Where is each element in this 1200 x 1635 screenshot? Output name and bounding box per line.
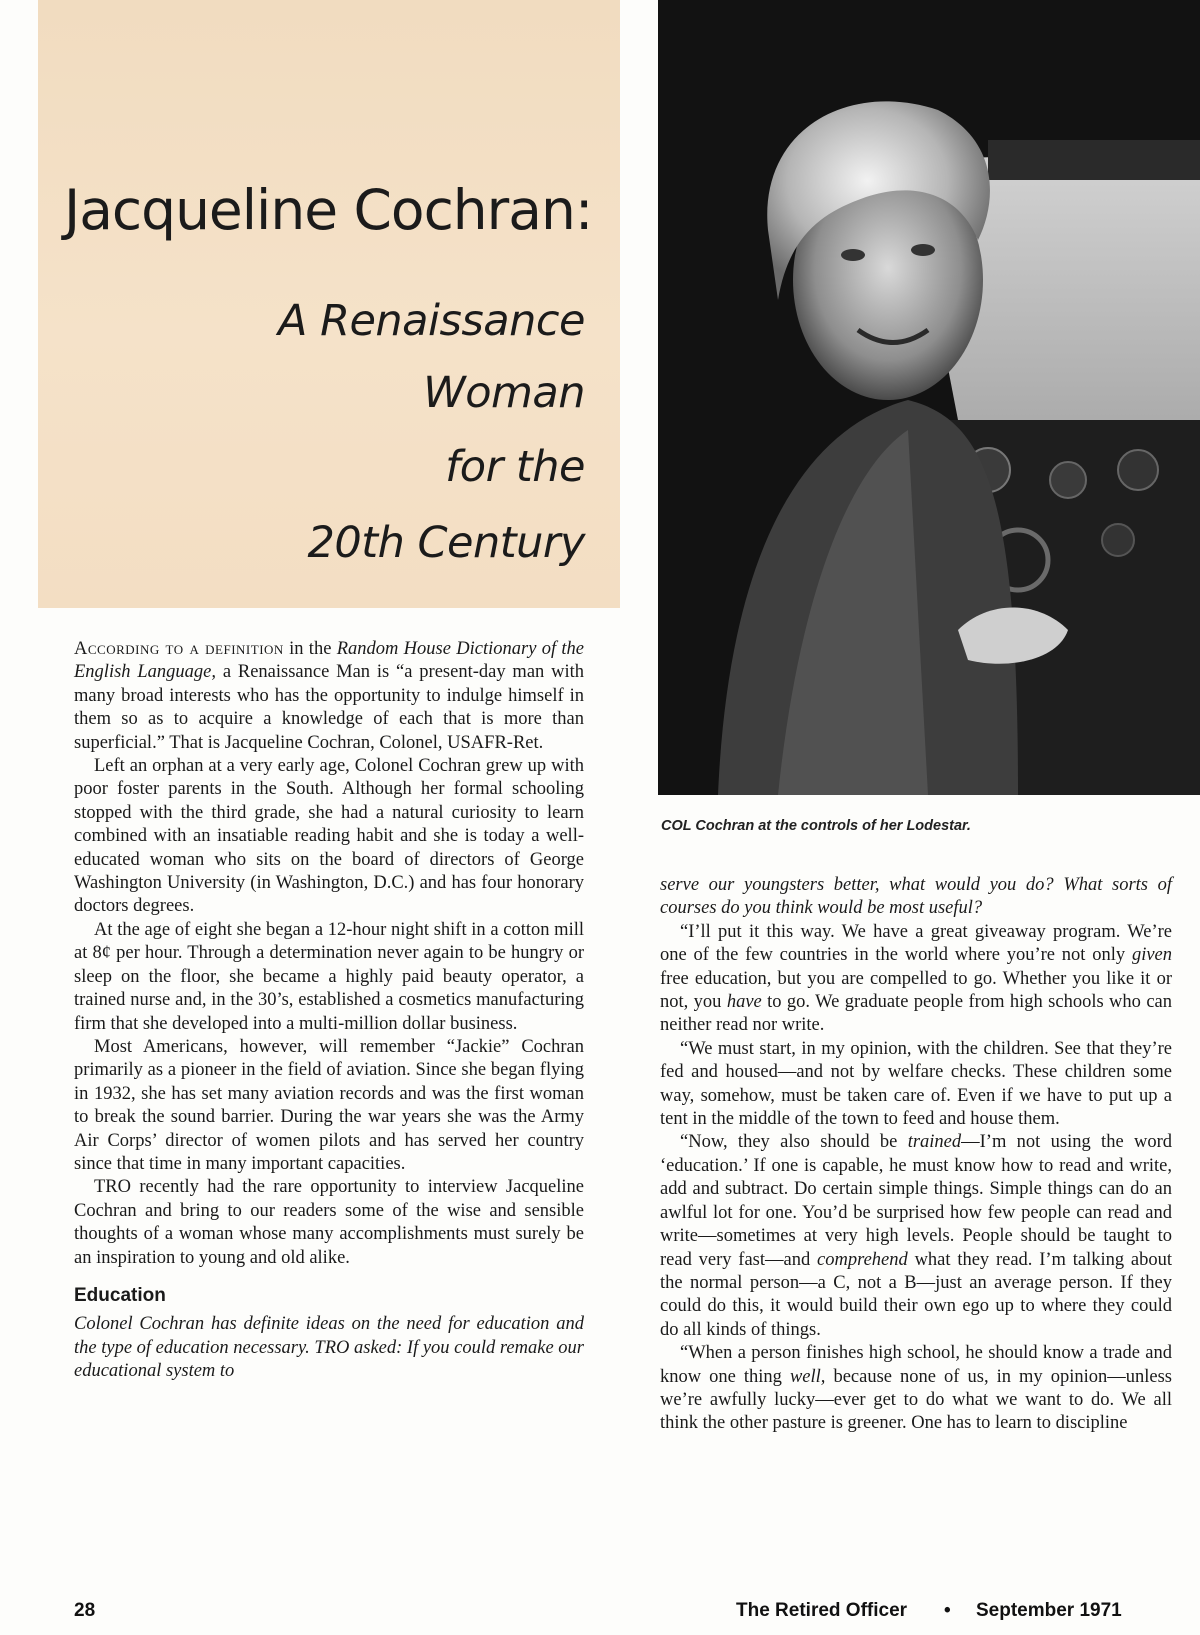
section-heading: Education [74,1284,166,1306]
paragraph-1-text-a: in the [283,639,337,659]
footer-separator: • [944,1600,951,1621]
answer-3-emphasis-trained: trained [907,1132,962,1153]
answer-paragraph-2: “We must start, in my opinion, with the children. See that they’re fed and housed—and not by welfare checks. These children some way, somehow, must be taken care of. Even if we have to put up a tent in the middle of the town to feed and house them. [660,1038,1172,1130]
paragraph-3: At the age of eight she began a 12-hour night shift in a cotton mill at 8¢ per hour. Through a determination never again to be hungry or sleep on the floor, she became a highly paid beauty operator, a trained nurse and, in the 30’s, established a cosmetics manufacturing firm that she developed into a multi-million dollar business. [74,919,584,1034]
subtitle-line-3: for the [445,442,585,492]
answer-paragraph-3 [660,1131,1172,1342]
answer-4-text-b: because none of us, in my opinion—unless we’re awfully lucky—ever get to do what we want to do. We all think the other pasture is greener. One has to learn to discipline [660,1366,1172,1434]
article-title: Jacqueline Cochran: [64,178,593,242]
portrait-photo [658,0,1200,795]
subtitle-line-2: Woman [423,368,585,418]
answer-paragraph-4 [660,1342,1172,1436]
answer-1-emphasis-have: have [726,992,762,1013]
paragraph-1-text-b: a Renaissance Man is “a present-day man with many broad interests who has the opportunity to indulge himself in them so as to acquire a knowledge of each that is more than superficial.” That is Jacqueline Cochran, Colonel, USAFR-Ret. [74,662,585,753]
right-column [660,874,1172,1436]
page-number: 28 [74,1600,96,1621]
subtitle-line-1: A Renaissance [278,296,585,346]
answer-3-emphasis-comprehend: comprehend [817,1249,908,1270]
answer-1-text-b: free education, but you are compelled to go. Whether you like it or not, you [660,968,1172,1013]
issue-date: September 1971 [976,1600,1122,1621]
answer-4-emphasis-well: well, [789,1366,826,1387]
answer-1-text-a: “I’ll put it this way. We have a great giveaway program. We’re one of the few countries in the world where you’re not only [660,921,1172,966]
left-column [74,638,584,1384]
book-title: Random House Dictionary of the English Language, [74,639,585,683]
subtitle-line-4: 20th Century [307,518,585,568]
answer-3-text-a: “Now, they also should be [680,1132,908,1153]
answer-1-emphasis-given: given [1131,945,1172,966]
answer-paragraph-1 [660,921,1172,1038]
paragraph-5: TRO recently had the rare opportunity to interview Jacqueline Cochran and bring to our readers some of the wise and sensible thoughts of a woman whose many accomplishments must surely be an inspiration to young and old alike. [74,1177,584,1268]
answer-3-text-c: what they read. I’m talking about the normal person—a C, not a B—just an average person. If they could do this, it would build their own ego up to where they could do all kinds of things. [660,1249,1172,1340]
answer-1-text-c: to go. We graduate people from high schools who can neither read nor write. [660,992,1172,1036]
paragraph-4: Most Americans, however, will remember “Jackie” Cochran primarily as a pioneer in the field of aviation. Since she began flying in 1932, she has set many aviation records and was the first woman to break the sound barrier. During the war years she was the Army Air Corps’ director of women pilots and has served her country since that time in many important capacities. [74,1036,584,1174]
answer-3-text-b: —I’m not using the word ‘education.’ If one is capable, he must know how to read and write, add and subtract. Do certain simple things. Simple things can do an awlful lot for one. You’d be surprised how few people can read and write—sometimes at very high levels. People should be taught to read very fast—and [660,1132,1173,1270]
photo-caption: COL Cochran at the controls of her Lodestar. [661,818,971,834]
interview-question-continued: serve our youngsters better, what would you do? What sorts of courses do you think would be most useful? [660,875,1172,919]
portrait-illustration [658,0,1200,795]
interview-question: Colonel Cochran has definite ideas on the need for education and the type of education necessary. TRO asked: If you could remake our educational system to [74,1314,584,1382]
lead-in: According to a definition [74,639,284,659]
paragraph-2: Left an orphan at a very early age, Colonel Cochran grew up with poor foster parents in the South. Although her formal schooling stopped with the third grade, she had a natural curiosity to learn combined with an insatiable reading habit and she is today a well-educated woman who sits on the board of directors of George Washington University (in Washington, D.C.) and has four honorary doctors degrees. [74,756,584,917]
answer-4-text-a: “When a person finishes high school, he should know a trade and know one thing [660,1343,1172,1387]
paragraph-1 [74,638,584,755]
publication-name: The Retired Officer [736,1600,908,1621]
